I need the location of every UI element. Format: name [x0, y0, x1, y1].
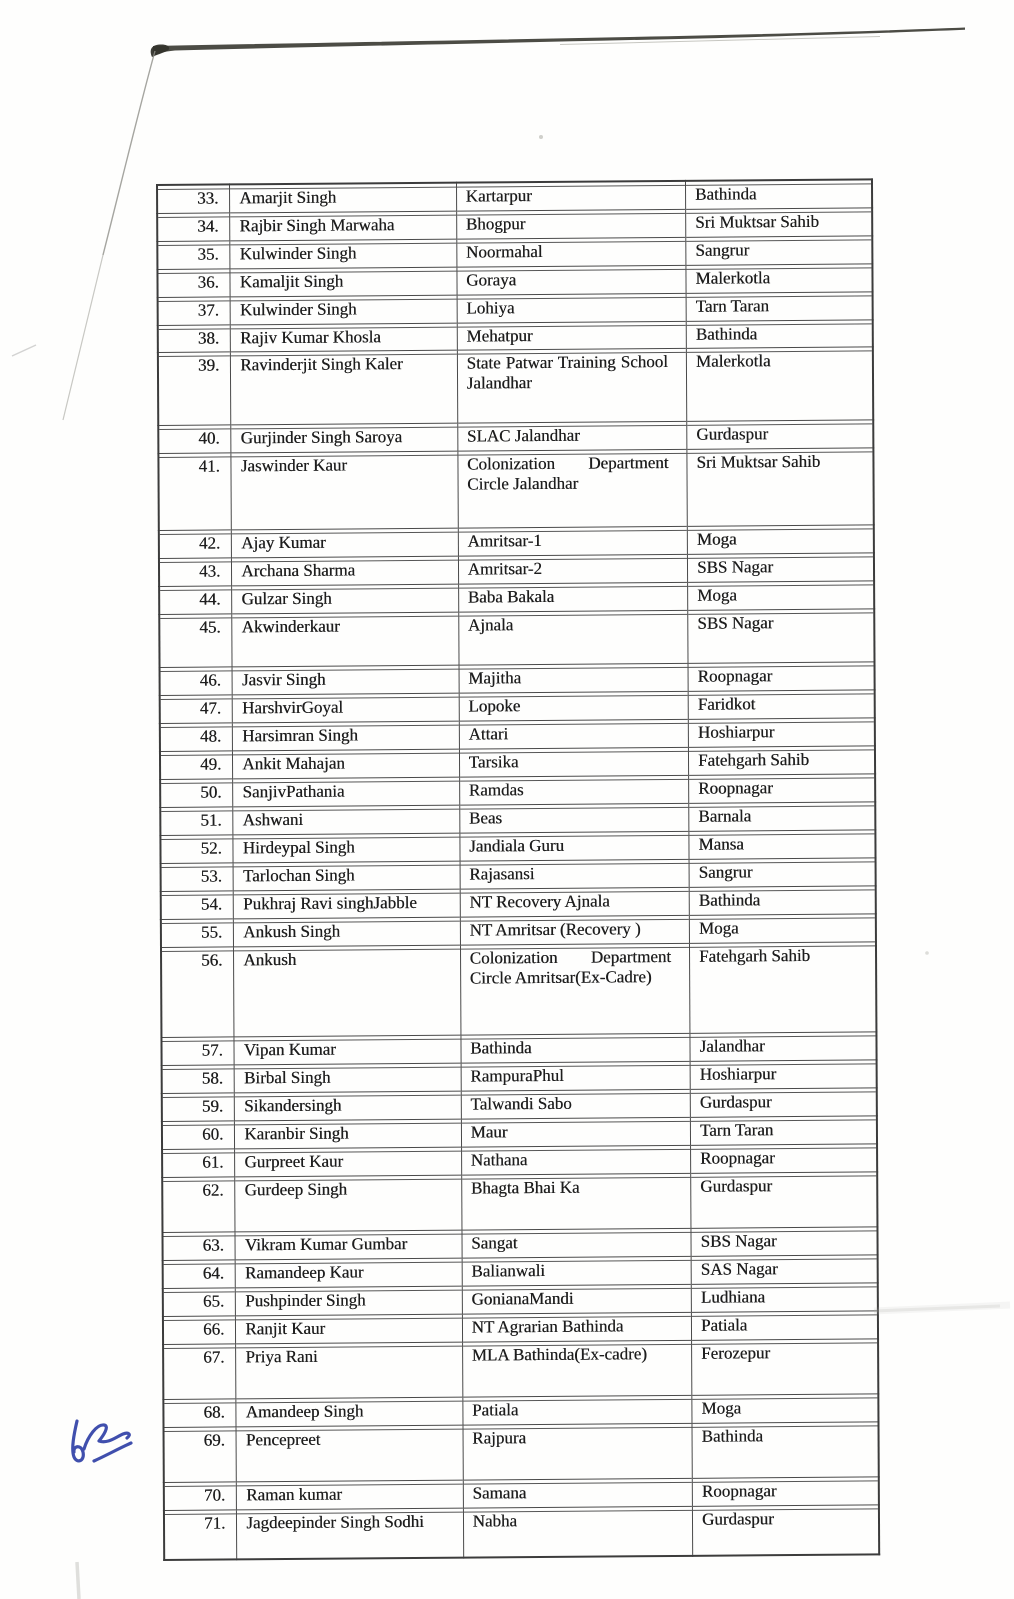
serial-number-cell: 69.: [164, 1426, 237, 1482]
name-cell: Pencepreet: [236, 1425, 463, 1482]
serial-number-cell: 59.: [162, 1092, 235, 1121]
district-cell: Bathinda: [692, 1421, 879, 1477]
serial-number-cell: 47.: [160, 694, 233, 723]
name-cell: Gulzar Singh: [232, 584, 458, 614]
posting-cell: NT Recovery Ajnala: [460, 887, 690, 917]
name-cell: Ramandeep Kaur: [235, 1258, 461, 1288]
name-cell: HarshvirGoyal: [232, 693, 458, 723]
district-cell: Gurdaspur: [687, 419, 874, 448]
district-cell: SBS Nagar: [691, 1226, 878, 1255]
district-cell: Tarn Taran: [686, 291, 873, 320]
table-row: [162, 1171, 877, 1232]
serial-number-cell: 64.: [163, 1259, 236, 1288]
scan-edge-band-echo: [560, 37, 880, 45]
posting-cell: Maur: [461, 1117, 691, 1147]
name-cell: Akwinderkaur: [232, 612, 459, 667]
posting-cell: Goraya: [457, 265, 687, 295]
posting-cell: NT Agrarian Bathinda: [462, 1312, 692, 1342]
serial-number-cell: 56.: [161, 946, 234, 1037]
posting-cell: NT Amritsar (Recovery ): [460, 915, 690, 945]
name-cell: Gurjinder Singh Saroya: [231, 423, 457, 453]
district-cell: Patiala: [691, 1310, 878, 1339]
posting-cell: GonianaMandi: [462, 1284, 692, 1314]
district-cell: Roopnagar: [692, 1476, 879, 1505]
name-cell: Vikram Kumar Gumbar: [235, 1230, 461, 1260]
district-cell: Ferozepur: [692, 1338, 879, 1394]
name-cell: Jagdeepinder Singh Sodhi: [237, 1508, 464, 1560]
posting-cell: RampuraPhul: [461, 1061, 691, 1091]
scan-speck: [539, 135, 543, 139]
name-cell: Ajay Kumar: [232, 528, 458, 558]
posting-cell: Attari: [459, 719, 689, 749]
name-cell: Jaswinder Kaur: [231, 451, 458, 530]
serial-number-cell: 63.: [162, 1231, 235, 1260]
name-cell: SanjivPathania: [233, 777, 459, 807]
name-cell: Kamaljit Singh: [230, 267, 456, 297]
scan-speck: [925, 951, 929, 955]
posting-cell: Colonization Department Circle Amritsar(Ex-Cadre): [460, 943, 690, 1035]
name-cell: Ankush: [234, 945, 461, 1037]
posting-cell: Sangat: [462, 1228, 692, 1258]
serial-number-cell: 42.: [159, 529, 232, 558]
serial-number-cell: 40.: [158, 424, 231, 453]
district-cell: SBS Nagar: [687, 552, 874, 581]
posting-cell: Bhagta Bhai Ka: [461, 1173, 691, 1230]
serial-number-cell: 41.: [158, 452, 231, 530]
serial-number-cell: 52.: [160, 834, 233, 863]
district-cell: Ludhiana: [691, 1282, 878, 1311]
district-cell: Gurdaspur: [690, 1087, 877, 1116]
name-cell: Priya Rani: [236, 1342, 463, 1399]
name-cell: Harsimran Singh: [233, 721, 459, 751]
district-cell: Gurdaspur: [692, 1504, 879, 1555]
serial-number-cell: 35.: [157, 240, 230, 269]
serial-number-cell: 37.: [158, 296, 231, 325]
name-cell: Kulwinder Singh: [230, 295, 456, 325]
district-cell: Moga: [692, 1393, 879, 1422]
name-cell: Sikandersingh: [235, 1091, 461, 1121]
serial-number-cell: 62.: [162, 1176, 235, 1232]
posting-cell: Kartarpur: [456, 181, 686, 211]
table-row: [158, 447, 873, 530]
table-row: [163, 1338, 878, 1399]
district-cell: SBS Nagar: [688, 608, 875, 662]
posting-cell: Ajnala: [458, 610, 688, 665]
serial-number-cell: 43.: [159, 557, 232, 586]
name-cell: Pushpinder Singh: [236, 1286, 462, 1316]
posting-cell: Ramdas: [459, 775, 689, 805]
table-row: [164, 1504, 879, 1560]
serial-number-cell: 45.: [159, 613, 232, 667]
serial-number-cell: 46.: [160, 666, 233, 695]
serial-number-cell: 51.: [160, 806, 233, 835]
district-cell: Malerkotla: [686, 346, 873, 420]
table-row: [164, 1421, 879, 1482]
district-cell: Bathinda: [686, 319, 873, 347]
serial-number-cell: 36.: [157, 268, 230, 297]
district-cell: Hoshiarpur: [688, 717, 875, 746]
serial-number-cell: 53.: [161, 862, 234, 891]
serial-number-cell: 65.: [163, 1287, 236, 1316]
posting-cell: Nabha: [463, 1506, 693, 1558]
serial-number-cell: 58.: [162, 1064, 235, 1093]
posting-cell: Rajpura: [463, 1423, 693, 1480]
district-cell: Roopnagar: [691, 1143, 878, 1172]
posting-cell: Patiala: [463, 1395, 693, 1425]
name-cell: Gurpreet Kaur: [235, 1147, 461, 1177]
name-cell: Rajbir Singh Marwaha: [230, 211, 456, 241]
scan-smudge-core: [874, 1306, 1000, 1311]
district-cell: Roopnagar: [689, 773, 876, 802]
district-cell: Moga: [688, 580, 875, 609]
name-cell: Karanbir Singh: [235, 1119, 461, 1149]
name-cell: Ravinderjit Singh Kaler: [231, 350, 458, 425]
serial-number-cell: 34.: [157, 212, 230, 241]
district-cell: Sangrur: [686, 235, 873, 264]
district-cell: Bathinda: [686, 179, 873, 208]
name-cell: Birbal Singh: [234, 1063, 460, 1093]
serial-number-cell: 57.: [161, 1036, 234, 1065]
district-cell: Sri Muktsar Sahib: [686, 207, 873, 236]
district-cell: SAS Nagar: [691, 1254, 878, 1283]
serial-number-cell: 48.: [160, 722, 233, 751]
district-cell: Moga: [687, 524, 874, 553]
name-cell: Hirdeypal Singh: [233, 833, 459, 863]
name-cell: Ankit Mahajan: [233, 749, 459, 779]
district-cell: Roopnagar: [688, 661, 875, 690]
posting-cell: Talwandi Sabo: [461, 1089, 691, 1119]
posting-cell: Lohiya: [457, 293, 687, 323]
posting-cell: Nathana: [461, 1145, 691, 1175]
posting-cell: Beas: [459, 803, 689, 833]
serial-number-cell: 68.: [163, 1398, 236, 1427]
serial-number-cell: 49.: [160, 750, 233, 779]
district-cell: Jalandhar: [690, 1031, 877, 1060]
district-cell: Tarn Taran: [690, 1115, 877, 1144]
name-cell: Ankush Singh: [234, 917, 460, 947]
postings-table-wrap: [156, 178, 880, 1561]
scan-edge-band-icon: [153, 28, 965, 58]
district-cell: Mansa: [689, 829, 876, 858]
name-cell: Archana Sharma: [232, 556, 458, 586]
serial-number-cell: 55.: [161, 918, 234, 947]
serial-number-cell: 60.: [162, 1120, 235, 1149]
name-cell: Ranjit Kaur: [236, 1314, 462, 1344]
posting-cell: Lopoke: [459, 691, 689, 721]
district-cell: Hoshiarpur: [690, 1059, 877, 1088]
posting-cell: SLAC Jalandhar: [457, 421, 687, 451]
posting-cell: Bhogpur: [456, 209, 686, 239]
posting-cell: Colonization Department Circle Jalandhar: [458, 449, 688, 528]
serial-number-cell: 39.: [158, 351, 231, 425]
serial-number-cell: 70.: [164, 1481, 237, 1510]
name-cell: Tarlochan Singh: [233, 861, 459, 891]
page-edge-tick: [12, 345, 36, 356]
name-cell: Jasvir Singh: [232, 665, 458, 695]
name-cell: Amarjit Singh: [230, 183, 456, 213]
name-cell: Pukhraj Ravi singhJabble: [234, 889, 460, 919]
serial-number-cell: 54.: [161, 890, 234, 919]
posting-cell: Balianwali: [462, 1256, 692, 1286]
serial-number-cell: 67.: [163, 1343, 236, 1399]
name-cell: Ashwani: [233, 805, 459, 835]
posting-cell: Samana: [463, 1478, 693, 1508]
posting-cell: State Patwar Training School Jalandhar: [457, 348, 687, 423]
serial-number-cell: 71.: [164, 1509, 237, 1560]
postings-table: [156, 178, 880, 1561]
serial-number-cell: 66.: [163, 1315, 236, 1344]
serial-number-cell: 33.: [157, 184, 230, 213]
table-row: [161, 941, 876, 1037]
posting-cell: Mehatpur: [457, 321, 687, 350]
serial-number-cell: 50.: [160, 778, 233, 807]
posting-cell: Tarsika: [459, 747, 689, 777]
district-cell: Bathinda: [689, 885, 876, 914]
name-cell: Amandeep Singh: [236, 1397, 462, 1427]
name-cell: Kulwinder Singh: [230, 239, 456, 269]
serial-number-cell: 44.: [159, 585, 232, 614]
posting-cell: Amritsar-2: [458, 554, 688, 584]
district-cell: Gurdaspur: [691, 1171, 878, 1227]
posting-cell: Rajasansi: [460, 859, 690, 889]
bottom-edge-mark: [77, 1562, 79, 1599]
posting-cell: Amritsar-1: [458, 526, 688, 556]
name-cell: Vipan Kumar: [234, 1035, 460, 1065]
name-cell: Rajiv Kumar Khosla: [231, 323, 457, 352]
posting-cell: Baba Bakala: [458, 582, 688, 612]
posting-cell: MLA Bathinda(Ex-cadre): [462, 1340, 692, 1397]
page-fold-line-lower: [63, 255, 103, 420]
district-cell: Sangrur: [689, 857, 876, 886]
name-cell: Gurdeep Singh: [235, 1175, 462, 1232]
table-row: [159, 608, 874, 667]
district-cell: Malerkotla: [686, 263, 873, 292]
name-cell: Raman kumar: [237, 1480, 463, 1510]
district-cell: Barnala: [689, 801, 876, 830]
district-cell: Faridkot: [688, 689, 875, 718]
table-row: [158, 346, 873, 425]
serial-number-cell: 38.: [158, 324, 231, 352]
page-fold-line-icon: [103, 51, 155, 255]
district-cell: Sri Muktsar Sahib: [687, 447, 874, 525]
scan-smudge: [874, 1305, 1010, 1311]
scan-edge-band-tip: [151, 44, 169, 57]
posting-cell: Jandiala Guru: [460, 831, 690, 861]
posting-cell: Bathinda: [461, 1033, 691, 1063]
district-cell: Fatehgarh Sahib: [688, 745, 875, 774]
serial-number-cell: 61.: [162, 1148, 235, 1177]
handwritten-signature-mark: [73, 1421, 131, 1461]
district-cell: Moga: [689, 913, 876, 942]
posting-cell: Noormahal: [456, 237, 686, 267]
district-cell: Fatehgarh Sahib: [690, 941, 877, 1032]
posting-cell: Majitha: [459, 663, 689, 693]
